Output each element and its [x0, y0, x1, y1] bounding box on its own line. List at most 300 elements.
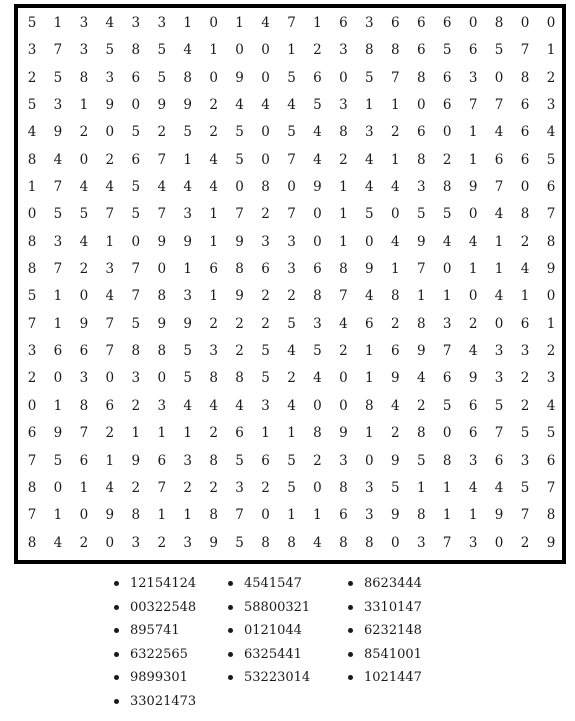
grid-cell[interactable]: 5: [391, 479, 400, 496]
grid-cell[interactable]: 7: [494, 97, 504, 114]
grid-cell[interactable]: 8: [416, 69, 426, 86]
grid-cell[interactable]: 4: [27, 124, 37, 141]
grid-cell[interactable]: 0: [313, 233, 322, 250]
grid-cell[interactable]: 7: [287, 15, 296, 31]
grid-cell[interactable]: 6: [131, 151, 141, 168]
grid-cell[interactable]: 1: [313, 507, 322, 524]
grid-cell[interactable]: 6: [468, 397, 478, 414]
grid-cell[interactable]: 4: [287, 343, 296, 360]
grid-cell[interactable]: 2: [287, 288, 296, 305]
grid-cell[interactable]: 3: [546, 370, 556, 387]
grid-cell[interactable]: 5: [183, 343, 192, 360]
grid-cell[interactable]: 1: [53, 315, 63, 332]
grid-cell[interactable]: 3: [53, 233, 63, 250]
grid-cell[interactable]: 0: [520, 15, 530, 31]
grid-cell[interactable]: 2: [287, 370, 296, 387]
grid-cell[interactable]: 7: [53, 261, 63, 278]
grid-cell[interactable]: 2: [131, 479, 141, 496]
grid-cell[interactable]: 1: [365, 370, 374, 387]
grid-cell[interactable]: 3: [416, 534, 426, 551]
grid-cell[interactable]: 2: [520, 397, 530, 414]
grid-cell[interactable]: 8: [339, 124, 348, 141]
grid-cell[interactable]: 7: [520, 42, 530, 59]
grid-cell[interactable]: 0: [27, 206, 37, 223]
grid-cell[interactable]: 8: [313, 288, 322, 305]
grid-cell[interactable]: 5: [27, 288, 37, 305]
grid-cell[interactable]: 7: [27, 507, 37, 524]
grid-cell[interactable]: 4: [287, 397, 296, 414]
grid-cell[interactable]: 0: [494, 315, 504, 332]
grid-cell[interactable]: 8: [365, 534, 374, 551]
grid-cell[interactable]: 3: [27, 42, 37, 59]
grid-cell[interactable]: 8: [27, 151, 37, 168]
grid-cell[interactable]: 9: [313, 179, 322, 196]
grid-cell[interactable]: 3: [287, 261, 296, 278]
grid-cell[interactable]: 3: [416, 179, 426, 196]
grid-cell[interactable]: 6: [339, 507, 348, 524]
grid-cell[interactable]: 8: [313, 425, 322, 442]
grid-cell[interactable]: 9: [79, 315, 89, 332]
grid-cell[interactable]: 6: [520, 151, 530, 168]
grid-cell[interactable]: 9: [365, 261, 374, 278]
grid-cell[interactable]: 4: [313, 534, 322, 551]
grid-cell[interactable]: 0: [442, 425, 452, 442]
grid-cell[interactable]: 1: [53, 507, 63, 524]
grid-cell[interactable]: 6: [261, 261, 270, 278]
grid-cell[interactable]: 7: [53, 179, 63, 196]
grid-cell[interactable]: 5: [287, 479, 296, 496]
grid-cell[interactable]: 7: [157, 206, 167, 223]
grid-cell[interactable]: 2: [261, 479, 270, 496]
grid-cell[interactable]: 8: [546, 233, 556, 250]
grid-cell[interactable]: 2: [183, 479, 192, 496]
grid-cell[interactable]: 0: [468, 206, 478, 223]
grid-cell[interactable]: 5: [235, 124, 244, 141]
grid-cell[interactable]: 1: [131, 425, 141, 442]
grid-cell[interactable]: 3: [79, 370, 89, 387]
grid-cell[interactable]: 9: [339, 425, 348, 442]
grid-cell[interactable]: 4: [79, 179, 89, 196]
grid-cell[interactable]: 5: [131, 206, 141, 223]
grid-cell[interactable]: 5: [520, 479, 530, 496]
grid-cell[interactable]: 1: [209, 233, 218, 250]
grid-cell[interactable]: 2: [520, 233, 530, 250]
grid-cell[interactable]: 9: [53, 124, 63, 141]
grid-cell[interactable]: 2: [157, 124, 167, 141]
grid-cell[interactable]: 0: [313, 479, 322, 496]
grid-cell[interactable]: 2: [209, 315, 218, 332]
grid-cell[interactable]: 6: [520, 97, 530, 114]
grid-cell[interactable]: 5: [183, 124, 192, 141]
grid-cell[interactable]: 7: [468, 97, 478, 114]
grid-cell[interactable]: 8: [391, 288, 400, 305]
grid-cell[interactable]: 8: [365, 397, 374, 414]
grid-cell[interactable]: 9: [183, 233, 192, 250]
grid-cell[interactable]: 7: [391, 69, 400, 86]
grid-cell[interactable]: 1: [287, 42, 296, 59]
grid-cell[interactable]: 1: [442, 479, 452, 496]
grid-cell[interactable]: 2: [391, 124, 400, 141]
grid-cell[interactable]: 8: [261, 534, 270, 551]
grid-cell[interactable]: 1: [209, 206, 218, 223]
grid-cell[interactable]: 0: [53, 370, 63, 387]
grid-cell[interactable]: 9: [183, 315, 192, 332]
grid-cell[interactable]: 8: [157, 288, 167, 305]
grid-cell[interactable]: 9: [235, 233, 244, 250]
grid-cell[interactable]: 0: [468, 288, 478, 305]
grid-cell[interactable]: 6: [416, 42, 426, 59]
grid-cell[interactable]: 4: [442, 233, 452, 250]
grid-cell[interactable]: 0: [261, 42, 270, 59]
grid-cell[interactable]: 0: [391, 534, 400, 551]
grid-cell[interactable]: 7: [416, 261, 426, 278]
grid-cell[interactable]: 7: [442, 534, 452, 551]
grid-cell[interactable]: 5: [53, 452, 63, 469]
grid-cell[interactable]: 8: [546, 507, 556, 524]
grid-cell[interactable]: 0: [313, 397, 322, 414]
grid-cell[interactable]: 5: [494, 42, 504, 59]
grid-cell[interactable]: 1: [468, 124, 478, 141]
grid-cell[interactable]: 2: [105, 151, 115, 168]
grid-cell[interactable]: 0: [157, 370, 167, 387]
grid-cell[interactable]: 5: [79, 206, 89, 223]
grid-cell[interactable]: 4: [235, 397, 244, 414]
grid-cell[interactable]: 4: [520, 261, 530, 278]
grid-cell[interactable]: 4: [391, 397, 400, 414]
grid-cell[interactable]: 7: [157, 479, 167, 496]
grid-cell[interactable]: 1: [79, 97, 89, 114]
grid-cell[interactable]: 1: [183, 425, 192, 442]
grid-cell[interactable]: 2: [391, 315, 400, 332]
grid-cell[interactable]: 5: [313, 97, 322, 114]
grid-cell[interactable]: 5: [131, 124, 141, 141]
grid-cell[interactable]: 0: [131, 97, 141, 114]
grid-cell[interactable]: 8: [157, 343, 167, 360]
grid-cell[interactable]: 0: [235, 179, 244, 196]
grid-cell[interactable]: 5: [157, 42, 167, 59]
grid-cell[interactable]: 1: [209, 288, 218, 305]
grid-cell[interactable]: 8: [183, 69, 192, 86]
grid-cell[interactable]: 3: [183, 288, 192, 305]
grid-cell[interactable]: 0: [209, 69, 218, 86]
grid-cell[interactable]: 3: [183, 452, 192, 469]
grid-cell[interactable]: 1: [494, 233, 504, 250]
grid-cell[interactable]: 4: [209, 151, 218, 168]
grid-cell[interactable]: 1: [416, 288, 426, 305]
grid-cell[interactable]: 1: [442, 288, 452, 305]
grid-cell[interactable]: 8: [287, 534, 296, 551]
grid-cell[interactable]: 3: [261, 397, 270, 414]
grid-cell[interactable]: 8: [416, 151, 426, 168]
grid-cell[interactable]: 4: [53, 534, 63, 551]
grid-cell[interactable]: 8: [209, 370, 218, 387]
grid-cell[interactable]: 5: [105, 42, 115, 59]
grid-cell[interactable]: 6: [313, 69, 322, 86]
grid-cell[interactable]: 3: [339, 452, 348, 469]
grid-cell[interactable]: 0: [79, 288, 89, 305]
grid-cell[interactable]: 1: [79, 479, 89, 496]
grid-cell[interactable]: 4: [79, 233, 89, 250]
grid-cell[interactable]: 1: [365, 343, 374, 360]
grid-cell[interactable]: 8: [365, 42, 374, 59]
grid-cell[interactable]: 8: [131, 507, 141, 524]
grid-cell[interactable]: 5: [416, 452, 426, 469]
grid-cell[interactable]: 8: [442, 179, 452, 196]
grid-cell[interactable]: 8: [261, 179, 270, 196]
grid-cell[interactable]: 1: [105, 452, 115, 469]
grid-cell[interactable]: 0: [442, 261, 452, 278]
grid-cell[interactable]: 3: [365, 479, 374, 496]
grid-cell[interactable]: 5: [442, 397, 452, 414]
grid-cell[interactable]: 5: [27, 15, 37, 31]
grid-cell[interactable]: 5: [416, 206, 426, 223]
grid-cell[interactable]: 4: [494, 288, 504, 305]
grid-cell[interactable]: 5: [261, 370, 270, 387]
grid-cell[interactable]: 2: [105, 425, 115, 442]
grid-cell[interactable]: 1: [391, 97, 400, 114]
grid-cell[interactable]: 3: [339, 97, 348, 114]
grid-cell[interactable]: 7: [546, 479, 556, 496]
grid-cell[interactable]: 4: [209, 397, 218, 414]
grid-cell[interactable]: 8: [339, 479, 348, 496]
grid-cell[interactable]: 2: [391, 425, 400, 442]
grid-cell[interactable]: 2: [79, 124, 89, 141]
grid-cell[interactable]: 2: [261, 288, 270, 305]
grid-cell[interactable]: 3: [261, 233, 270, 250]
grid-cell[interactable]: 3: [365, 15, 374, 31]
grid-cell[interactable]: 9: [235, 69, 244, 86]
grid-cell[interactable]: 4: [183, 397, 192, 414]
grid-cell[interactable]: 4: [365, 151, 374, 168]
grid-cell[interactable]: 1: [339, 233, 348, 250]
grid-cell[interactable]: 4: [468, 343, 478, 360]
grid-cell[interactable]: 6: [391, 343, 400, 360]
grid-cell[interactable]: 1: [261, 425, 270, 442]
grid-cell[interactable]: 6: [494, 452, 504, 469]
grid-cell[interactable]: 2: [546, 343, 556, 360]
grid-cell[interactable]: 3: [209, 343, 218, 360]
grid-cell[interactable]: 3: [131, 534, 141, 551]
grid-cell[interactable]: 0: [494, 69, 504, 86]
grid-cell[interactable]: 3: [313, 315, 322, 332]
grid-cell[interactable]: 6: [468, 425, 478, 442]
grid-cell[interactable]: 7: [235, 206, 244, 223]
grid-cell[interactable]: 0: [261, 151, 270, 168]
grid-cell[interactable]: 8: [27, 261, 37, 278]
grid-cell[interactable]: 4: [494, 124, 504, 141]
grid-cell[interactable]: 6: [494, 151, 504, 168]
grid-cell[interactable]: 8: [416, 315, 426, 332]
grid-cell[interactable]: 2: [339, 343, 348, 360]
grid-cell[interactable]: 7: [131, 288, 141, 305]
grid-cell[interactable]: 9: [468, 370, 478, 387]
grid-cell[interactable]: 4: [261, 97, 270, 114]
grid-cell[interactable]: 3: [157, 15, 167, 31]
grid-cell[interactable]: 1: [53, 15, 63, 31]
grid-cell[interactable]: 6: [520, 124, 530, 141]
grid-cell[interactable]: 1: [468, 151, 478, 168]
grid-cell[interactable]: 8: [209, 452, 218, 469]
grid-cell[interactable]: 4: [157, 179, 167, 196]
grid-cell[interactable]: 0: [105, 124, 115, 141]
grid-cell[interactable]: 9: [183, 97, 192, 114]
grid-cell[interactable]: 9: [494, 507, 504, 524]
grid-cell[interactable]: 6: [53, 343, 63, 360]
grid-cell[interactable]: 6: [79, 452, 89, 469]
grid-cell[interactable]: 5: [235, 151, 244, 168]
grid-cell[interactable]: 5: [313, 343, 322, 360]
grid-cell[interactable]: 9: [157, 97, 167, 114]
grid-cell[interactable]: 0: [546, 288, 556, 305]
grid-cell[interactable]: 1: [546, 315, 556, 332]
grid-cell[interactable]: 2: [209, 479, 218, 496]
grid-cell[interactable]: 0: [442, 124, 452, 141]
grid-cell[interactable]: 1: [520, 288, 530, 305]
grid-cell[interactable]: 1: [209, 42, 218, 59]
grid-cell[interactable]: 3: [442, 315, 452, 332]
grid-cell[interactable]: 1: [365, 425, 374, 442]
grid-cell[interactable]: 4: [313, 370, 322, 387]
grid-cell[interactable]: 1: [235, 15, 244, 31]
grid-cell[interactable]: 0: [468, 15, 478, 31]
grid-cell[interactable]: 6: [442, 15, 452, 31]
grid-cell[interactable]: 7: [105, 315, 115, 332]
grid-cell[interactable]: 2: [442, 151, 452, 168]
grid-cell[interactable]: 5: [287, 69, 296, 86]
grid-cell[interactable]: 6: [416, 15, 426, 31]
grid-cell[interactable]: 2: [468, 315, 478, 332]
grid-cell[interactable]: 0: [261, 124, 270, 141]
grid-cell[interactable]: 3: [494, 343, 504, 360]
grid-cell[interactable]: 7: [546, 206, 556, 223]
grid-cell[interactable]: 4: [313, 151, 322, 168]
grid-cell[interactable]: 9: [235, 288, 244, 305]
grid-cell[interactable]: 0: [287, 179, 296, 196]
grid-cell[interactable]: 6: [416, 124, 426, 141]
grid-cell[interactable]: 4: [416, 370, 426, 387]
grid-cell[interactable]: 2: [79, 261, 89, 278]
grid-cell[interactable]: 0: [105, 370, 115, 387]
grid-cell[interactable]: 8: [416, 507, 426, 524]
grid-cell[interactable]: 3: [546, 97, 556, 114]
grid-cell[interactable]: 8: [416, 425, 426, 442]
grid-cell[interactable]: 7: [287, 206, 296, 223]
grid-cell[interactable]: 0: [339, 397, 348, 414]
grid-cell[interactable]: 6: [546, 452, 556, 469]
grid-cell[interactable]: 6: [209, 261, 218, 278]
grid-cell[interactable]: 8: [520, 69, 530, 86]
grid-cell[interactable]: 6: [105, 397, 115, 414]
grid-cell[interactable]: 2: [339, 151, 348, 168]
grid-cell[interactable]: 4: [105, 179, 115, 196]
grid-cell[interactable]: 9: [131, 452, 141, 469]
grid-cell[interactable]: 2: [235, 315, 244, 332]
grid-cell[interactable]: 2: [209, 124, 218, 141]
grid-cell[interactable]: 7: [442, 343, 452, 360]
grid-cell[interactable]: 5: [131, 179, 141, 196]
grid-cell[interactable]: 1: [442, 507, 452, 524]
grid-cell[interactable]: 6: [442, 97, 452, 114]
grid-cell[interactable]: 4: [105, 479, 115, 496]
grid-cell[interactable]: 1: [53, 288, 63, 305]
grid-cell[interactable]: 0: [365, 233, 374, 250]
grid-cell[interactable]: 7: [53, 42, 63, 59]
grid-cell[interactable]: 2: [313, 42, 322, 59]
grid-cell[interactable]: 8: [79, 69, 89, 86]
grid-cell[interactable]: 5: [442, 42, 452, 59]
grid-cell[interactable]: 9: [416, 233, 426, 250]
grid-cell[interactable]: 7: [235, 507, 244, 524]
grid-cell[interactable]: 2: [546, 69, 556, 86]
grid-cell[interactable]: 4: [546, 124, 556, 141]
grid-cell[interactable]: 5: [442, 206, 452, 223]
grid-cell[interactable]: 2: [157, 534, 167, 551]
grid-cell[interactable]: 1: [391, 151, 400, 168]
grid-cell[interactable]: 7: [494, 179, 504, 196]
grid-cell[interactable]: 7: [339, 288, 348, 305]
grid-cell[interactable]: 0: [313, 206, 322, 223]
grid-cell[interactable]: 4: [494, 479, 504, 496]
grid-cell[interactable]: 8: [391, 42, 400, 59]
grid-cell[interactable]: 0: [79, 507, 89, 524]
grid-cell[interactable]: 1: [416, 479, 426, 496]
grid-cell[interactable]: 3: [27, 343, 37, 360]
grid-cell[interactable]: 4: [53, 151, 63, 168]
grid-cell[interactable]: 3: [183, 534, 192, 551]
grid-cell[interactable]: 0: [261, 507, 270, 524]
grid-cell[interactable]: 4: [235, 97, 244, 114]
grid-cell[interactable]: 3: [157, 397, 167, 414]
grid-cell[interactable]: 1: [468, 261, 478, 278]
grid-cell[interactable]: 7: [79, 425, 89, 442]
grid-cell[interactable]: 4: [261, 15, 270, 31]
grid-cell[interactable]: 8: [339, 534, 348, 551]
grid-cell[interactable]: 6: [235, 425, 244, 442]
grid-cell[interactable]: 5: [494, 397, 504, 414]
grid-cell[interactable]: 6: [442, 69, 452, 86]
grid-cell[interactable]: 5: [261, 343, 270, 360]
grid-cell[interactable]: 3: [520, 452, 530, 469]
grid-cell[interactable]: 2: [209, 97, 218, 114]
grid-cell[interactable]: 5: [365, 69, 374, 86]
grid-cell[interactable]: 9: [157, 315, 167, 332]
grid-cell[interactable]: 9: [105, 97, 115, 114]
grid-cell[interactable]: 1: [183, 151, 192, 168]
grid-cell[interactable]: 2: [27, 370, 37, 387]
grid-cell[interactable]: 0: [209, 15, 218, 31]
grid-cell[interactable]: 2: [416, 397, 426, 414]
grid-cell[interactable]: 1: [183, 261, 192, 278]
grid-cell[interactable]: 3: [468, 534, 478, 551]
grid-cell[interactable]: 1: [546, 42, 556, 59]
grid-cell[interactable]: 9: [416, 343, 426, 360]
grid-cell[interactable]: 0: [339, 370, 348, 387]
grid-cell[interactable]: 9: [468, 179, 478, 196]
grid-cell[interactable]: 4: [209, 179, 218, 196]
grid-cell[interactable]: 3: [365, 507, 374, 524]
grid-cell[interactable]: 6: [157, 452, 167, 469]
grid-cell[interactable]: 1: [287, 507, 296, 524]
grid-cell[interactable]: 4: [494, 206, 504, 223]
grid-cell[interactable]: 1: [468, 507, 478, 524]
grid-cell[interactable]: 5: [287, 124, 296, 141]
grid-cell[interactable]: 5: [183, 370, 192, 387]
grid-cell[interactable]: 3: [520, 343, 530, 360]
grid-cell[interactable]: 0: [157, 261, 167, 278]
grid-cell[interactable]: 6: [313, 261, 322, 278]
grid-cell[interactable]: 6: [391, 15, 400, 31]
grid-cell[interactable]: 4: [287, 97, 296, 114]
